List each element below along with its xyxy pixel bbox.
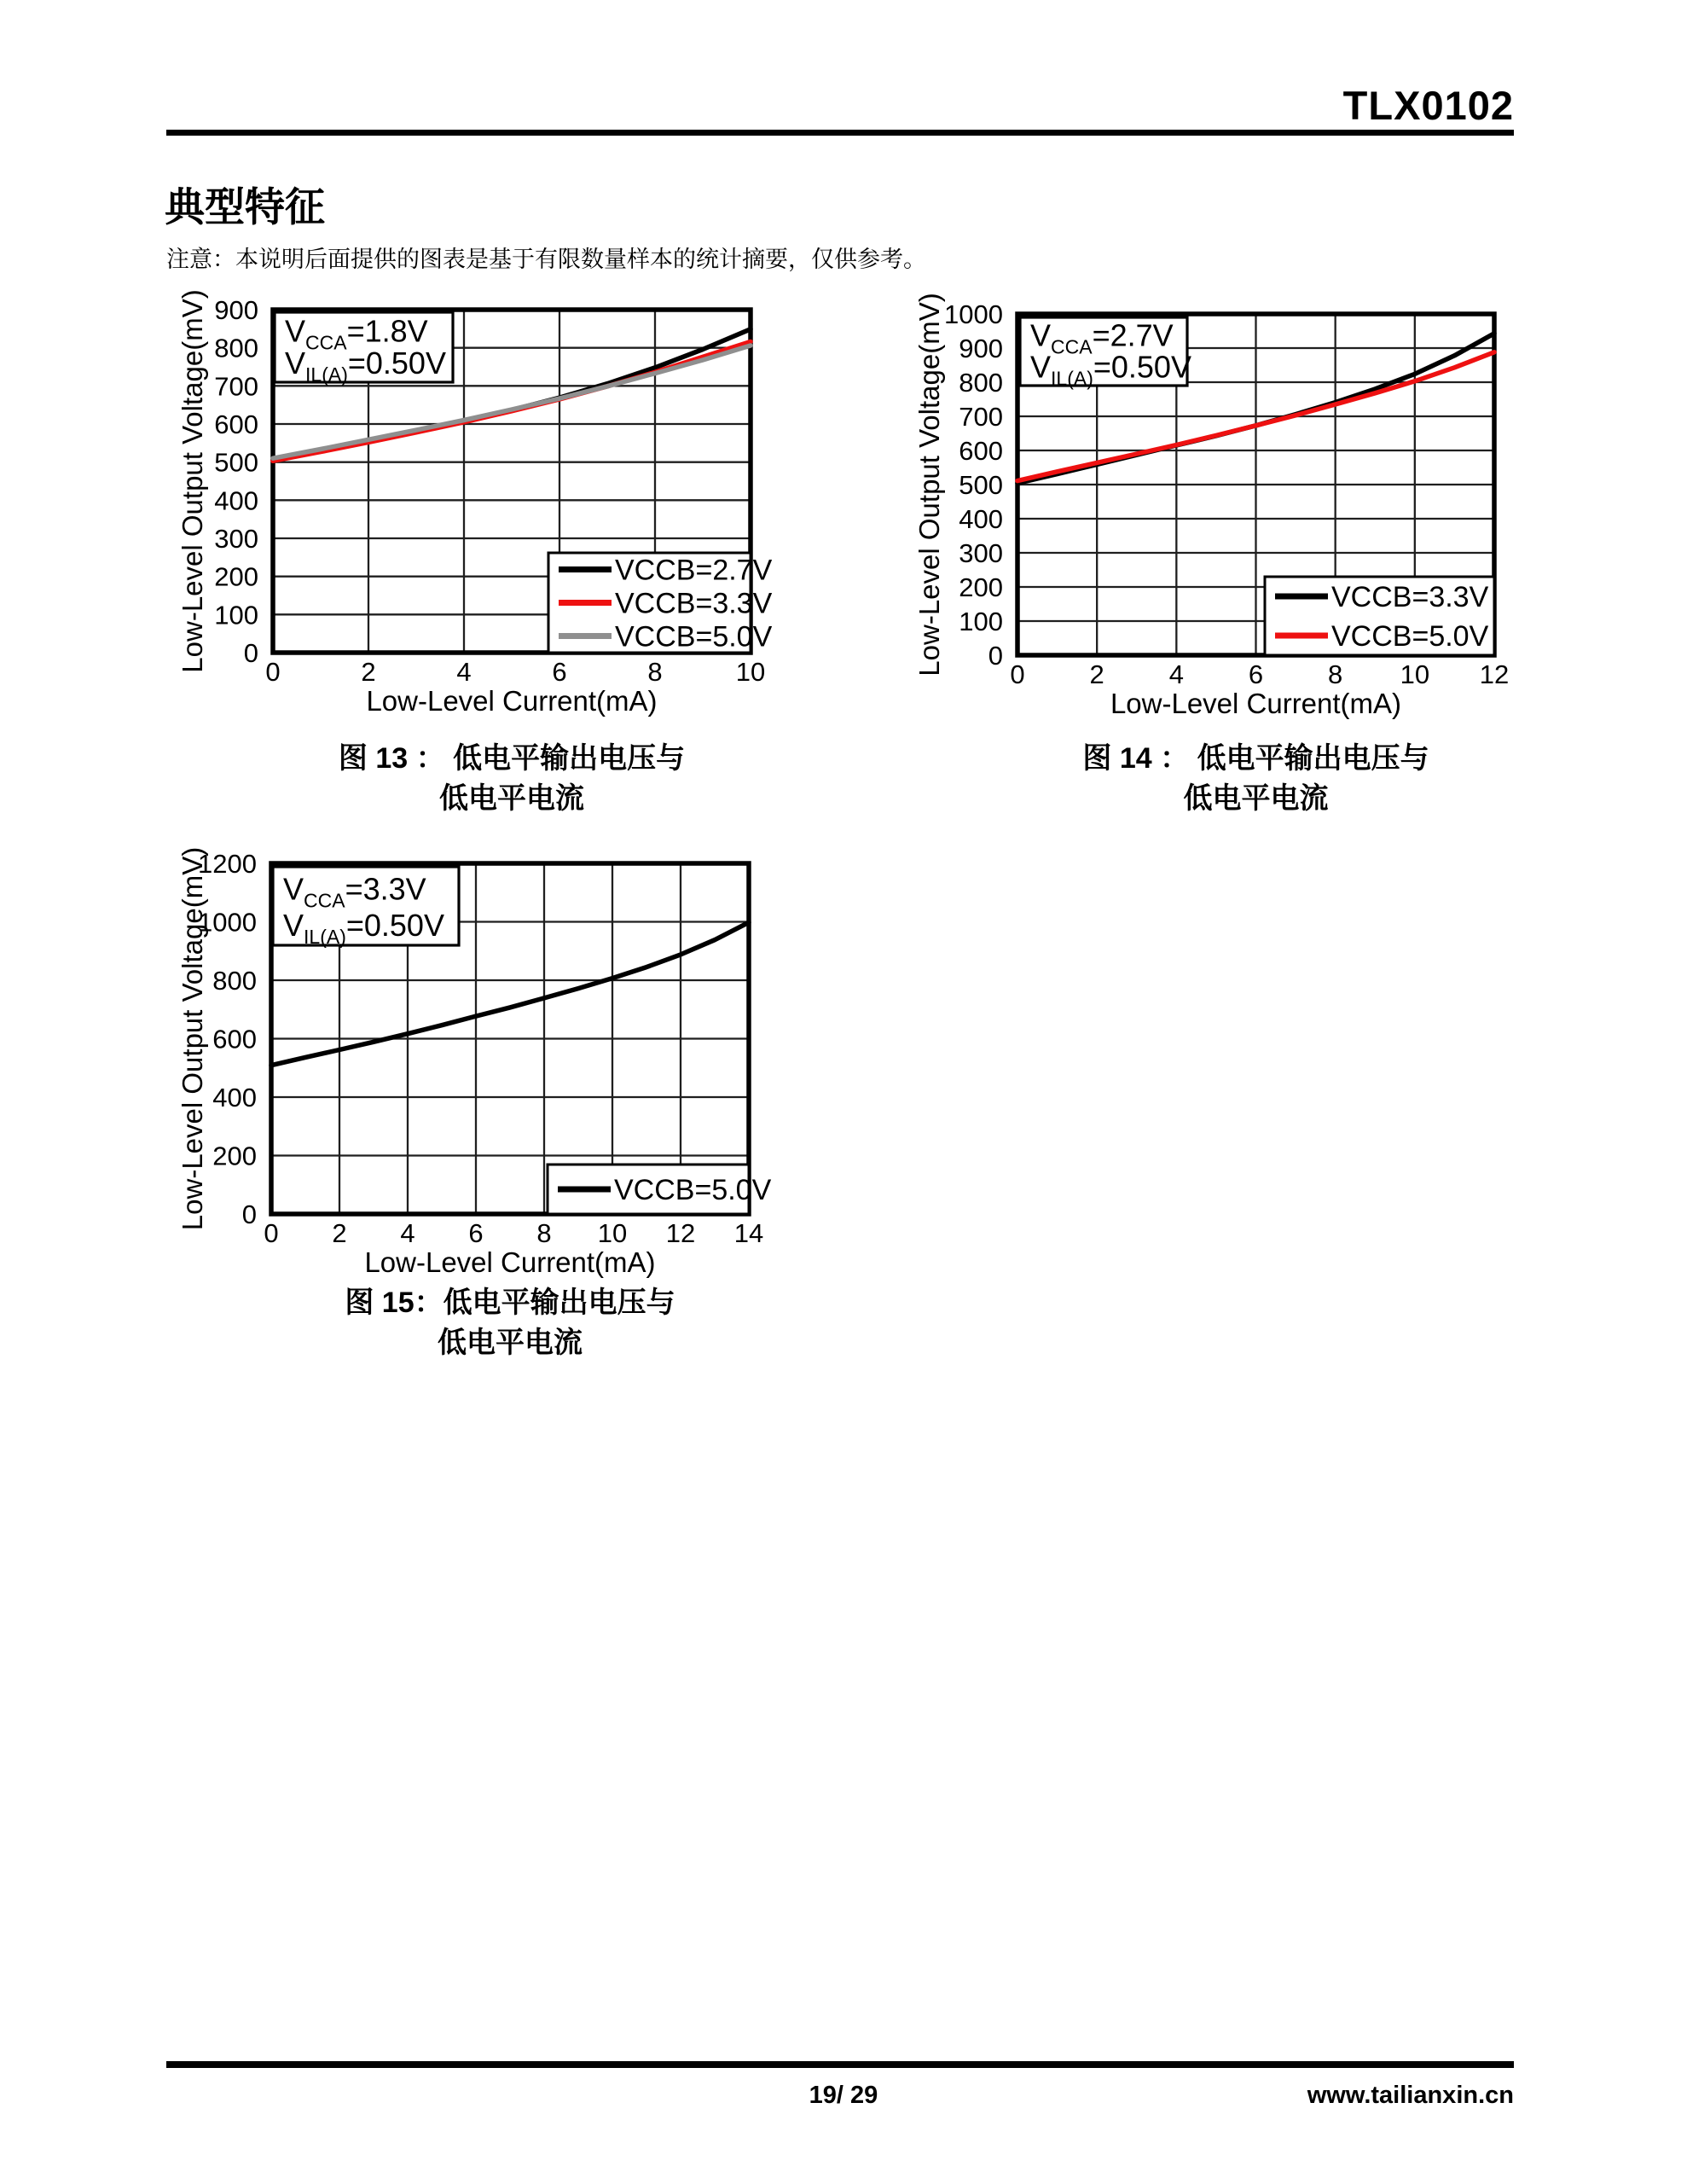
footer-rule [166, 2061, 1514, 2068]
x-tick-label: 8 [647, 657, 663, 687]
annotation-line: $V_{CCA}=1.8V$ [285, 313, 428, 354]
y-tick-label: 900 [959, 334, 1003, 363]
figure-15-caption-line2: 低电平电流 [438, 1327, 583, 1359]
figure-13-caption-line1: 图 13 ： 低电平输出电压与 [338, 742, 686, 775]
y-tick-label: 700 [959, 402, 1003, 432]
note-text: 注意：本说明后面提供的图表是基于有限数量样本的统计摘要，仅供参考。 [166, 247, 926, 272]
figure-14-chart [830, 273, 1563, 751]
y-tick-label: 600 [212, 1024, 257, 1054]
y-tick-label: 400 [212, 1083, 257, 1112]
legend [548, 1165, 772, 1214]
figure-15-caption [271, 1283, 749, 1363]
y-tick-label: 1000 [198, 907, 257, 938]
y-tick-label: 500 [214, 447, 258, 478]
x-tick-label: 4 [400, 1218, 415, 1248]
y-tick-label: 800 [959, 368, 1003, 398]
annotation-line: $V_{CCA}=3.3V$ [283, 871, 426, 912]
x-tick-label: 14 [733, 1218, 764, 1248]
x-tick-label: 12 [1479, 659, 1510, 689]
y-tick-label: 800 [212, 966, 257, 996]
legend-label: VCCB=2.7V [615, 554, 773, 587]
footer-website: www.tailianxin.cn [1307, 2082, 1514, 2109]
x-tick-label: 8 [536, 1218, 552, 1248]
x-tick-label: 4 [456, 657, 472, 687]
x-tick-label: 8 [1328, 659, 1343, 689]
y-tick-label: 600 [959, 436, 1003, 466]
y-tick-label: 1000 [944, 299, 1003, 329]
chart-svg [830, 273, 1563, 751]
header-rule [166, 130, 1514, 136]
legend-label: VCCB=3.3V [615, 587, 773, 620]
y-tick-label: 300 [214, 524, 258, 554]
y-tick-label: 800 [214, 333, 258, 363]
x-tick-label: 2 [361, 657, 376, 687]
figure-14-caption-line2: 低电平电流 [1183, 782, 1329, 815]
y-tick-label: 100 [214, 600, 258, 630]
figure-15-chart [85, 828, 802, 1305]
x-tick-label: 0 [265, 657, 281, 687]
y-tick-label: 300 [959, 538, 1003, 568]
y-tick-label: 0 [243, 638, 258, 668]
x-tick-label: 0 [264, 1218, 279, 1248]
figure-14-caption [1017, 739, 1494, 819]
annotation-box [1020, 317, 1191, 389]
x-tick-label: 2 [332, 1218, 347, 1248]
x-axis-title: Low-Level Current(mA) [366, 685, 658, 717]
y-axis-title: Low-Level Output Voltage(mV) [177, 289, 208, 673]
section-title: 典型特征 [165, 184, 325, 229]
y-tick-label: 1200 [198, 849, 257, 879]
y-tick-label: 400 [959, 504, 1003, 534]
y-tick-label: 0 [988, 641, 1003, 671]
y-tick-label: 0 [241, 1199, 257, 1229]
x-axis-title: Low-Level Current(mA) [1110, 688, 1402, 719]
legend-label: VCCB=5.0V [1331, 620, 1489, 653]
x-tick-label: 4 [1168, 659, 1184, 689]
x-tick-label: 10 [735, 657, 766, 687]
annotation-line: $V_{CCA}=2.7V$ [1030, 317, 1174, 358]
y-tick-label: 600 [214, 410, 258, 439]
y-tick-label: 400 [214, 485, 258, 516]
x-tick-label: 2 [1089, 659, 1104, 689]
legend-label: VCCB=3.3V [1331, 581, 1489, 613]
annotation-box [273, 867, 459, 948]
legend [548, 553, 773, 653]
y-axis-title: Low-Level Output Voltage(mV) [177, 846, 208, 1231]
y-tick-label: 500 [959, 470, 1003, 500]
x-tick-label: 10 [597, 1218, 628, 1248]
figure-14-caption-line1: 图 14 ： 低电平输出电压与 [1082, 742, 1429, 775]
x-tick-label: 6 [1248, 659, 1264, 689]
legend [1265, 577, 1494, 655]
legend-label: VCCB=5.0V [615, 620, 773, 653]
y-tick-label: 200 [959, 572, 1003, 602]
annotation-line: $V_{IL(A)}=0.50V$ [285, 346, 446, 386]
annotation-line: $V_{IL(A)}=0.50V$ [283, 907, 444, 948]
y-tick-label: 200 [212, 1141, 257, 1171]
annotation-line: $V_{IL(A)}=0.50V$ [1030, 349, 1191, 390]
figure-15-caption-line1: 图 15：低电平输出电压与 [345, 1287, 675, 1319]
y-tick-label: 200 [214, 561, 258, 592]
chart-svg [85, 828, 802, 1305]
figure-13-caption-line2: 低电平电流 [439, 782, 584, 815]
page-number: 19/ 29 [809, 2082, 878, 2109]
y-axis-title: Low-Level Output Voltage(mV) [913, 293, 945, 677]
legend-label: VCCB=5.0V [614, 1174, 772, 1206]
figure-13-caption [273, 739, 751, 819]
x-tick-label: 6 [552, 657, 567, 687]
annotation-box [275, 312, 453, 386]
y-tick-label: 700 [214, 371, 258, 402]
x-tick-label: 6 [468, 1218, 484, 1248]
y-tick-label: 900 [214, 295, 258, 325]
chart-svg [85, 273, 802, 751]
figure-13-chart [85, 273, 802, 751]
x-tick-label: 12 [665, 1218, 696, 1248]
x-tick-label: 10 [1400, 659, 1430, 689]
x-tick-label: 0 [1010, 659, 1025, 689]
x-axis-title: Low-Level Current(mA) [364, 1246, 656, 1278]
doc-number: TLX0102 [1342, 83, 1514, 128]
y-tick-label: 100 [959, 607, 1003, 636]
